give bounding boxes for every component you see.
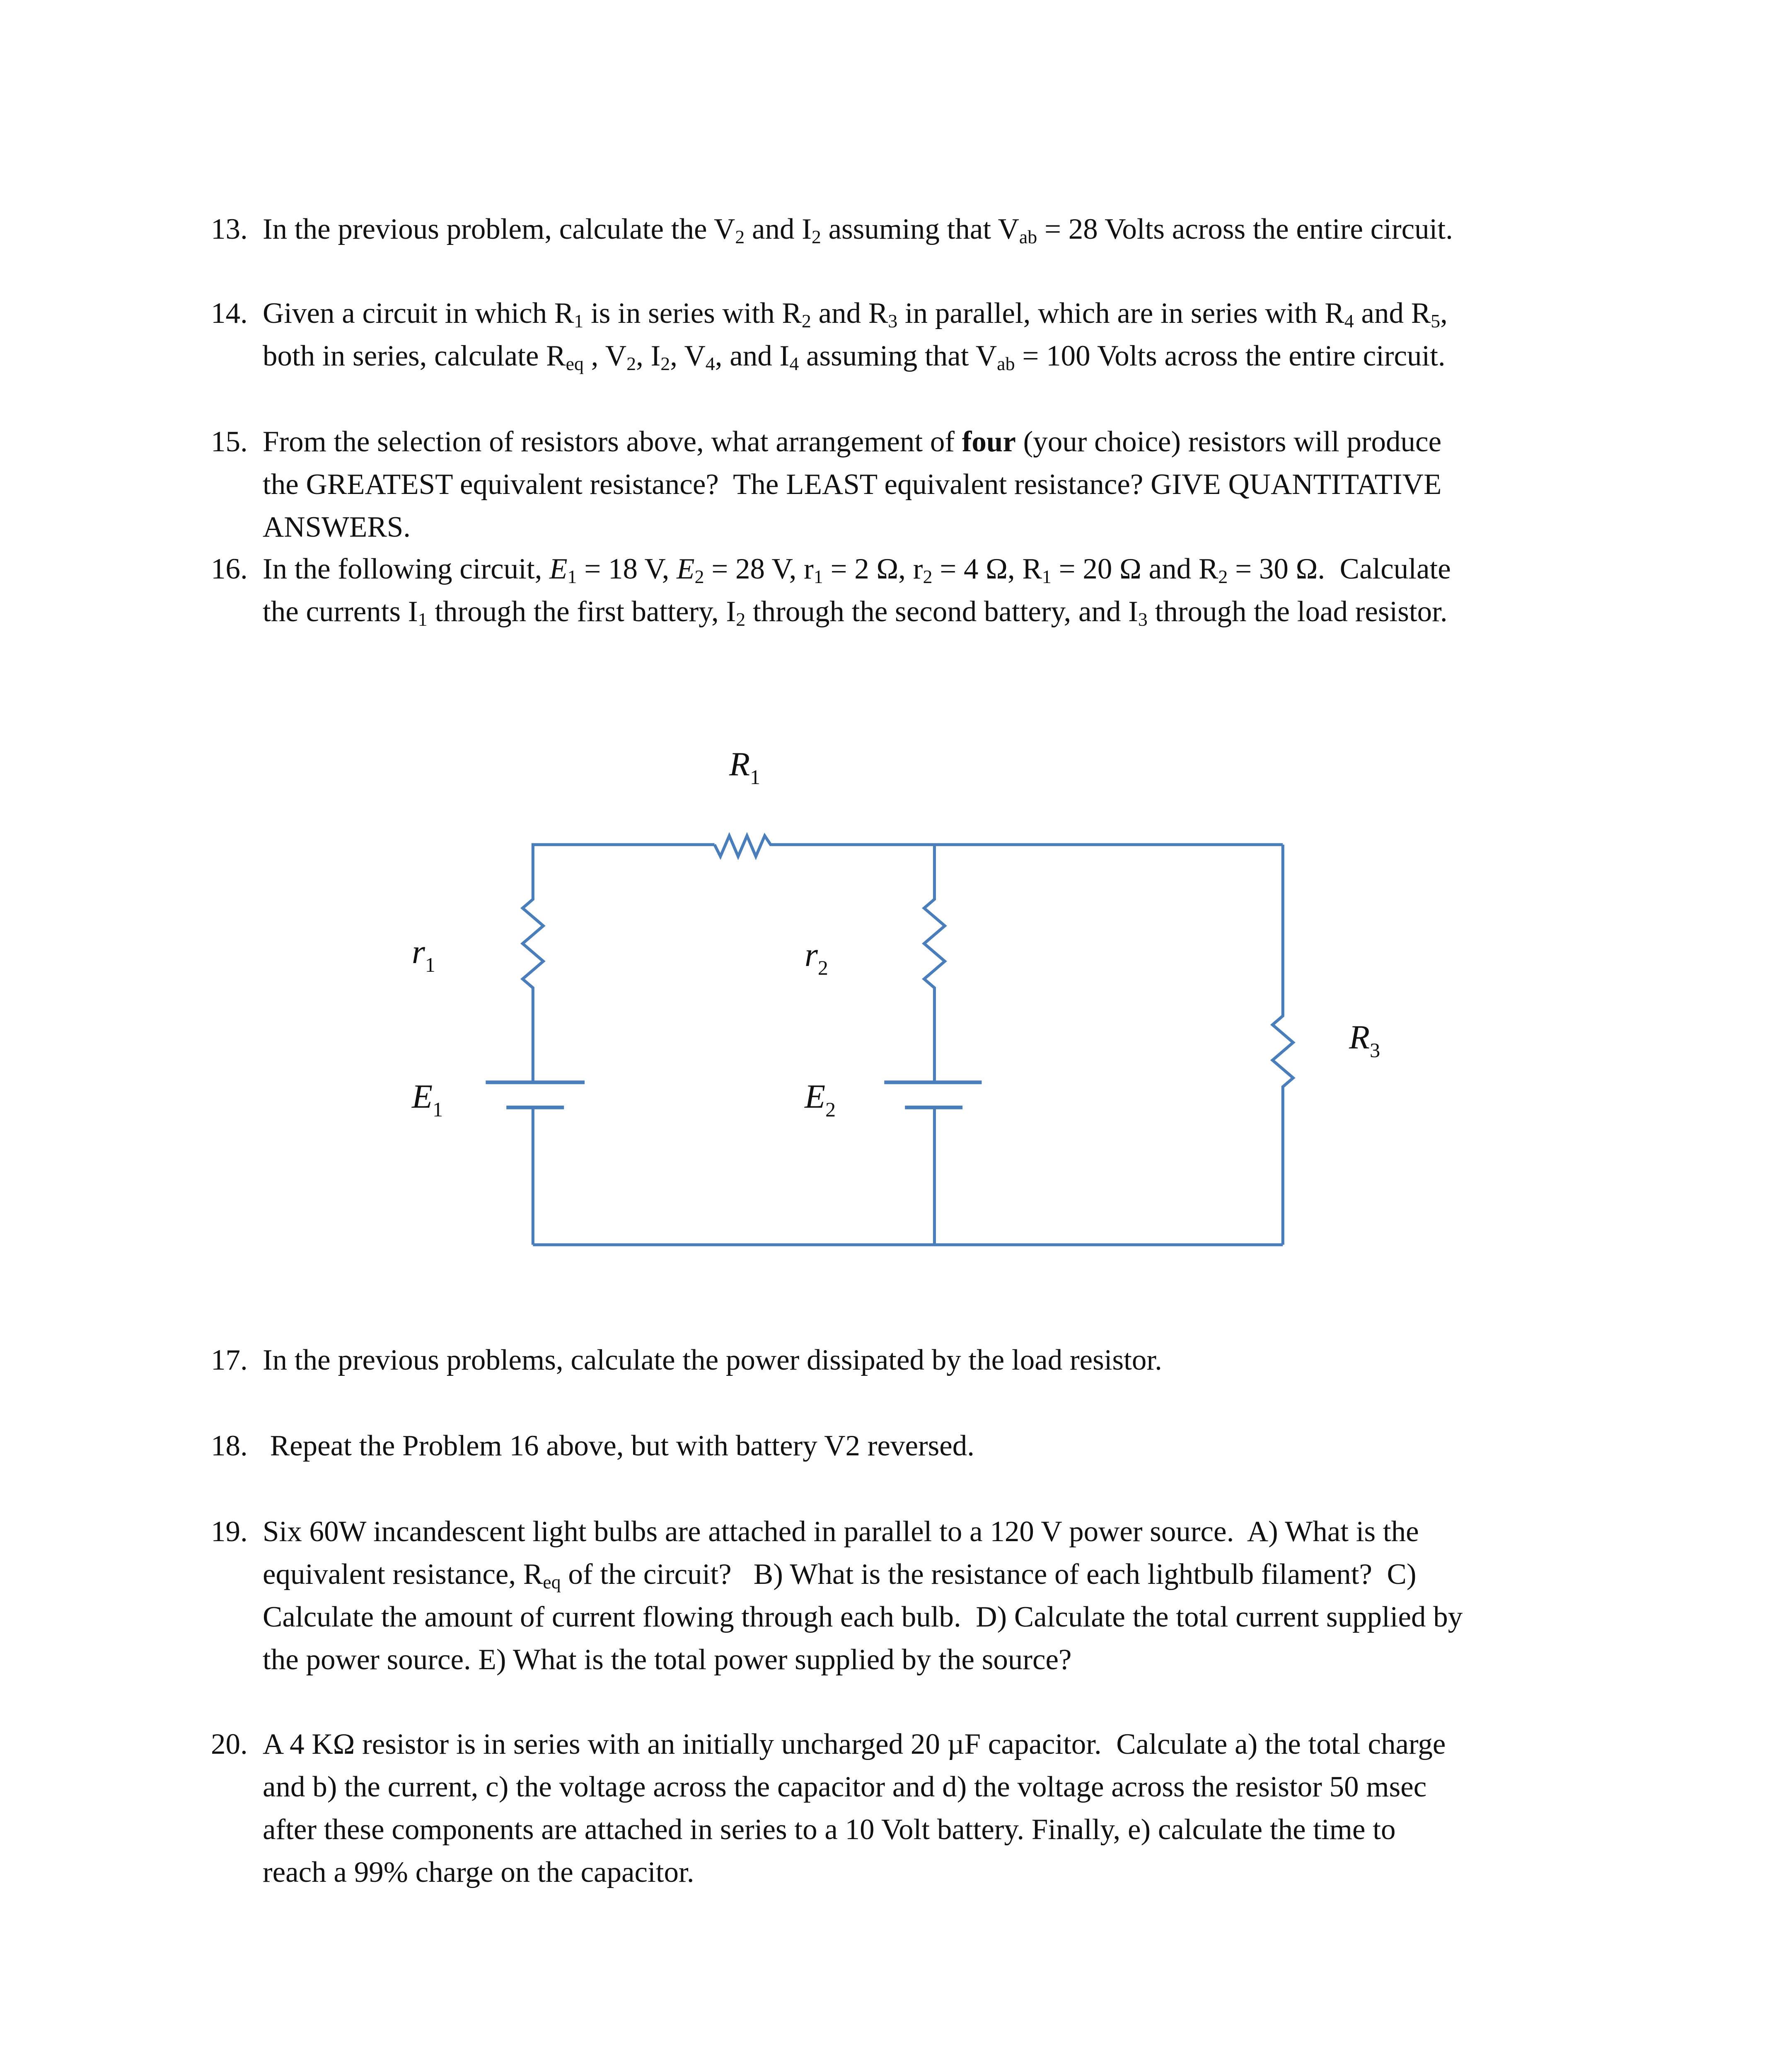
- problem-text: [263, 1339, 1598, 1382]
- text-line: [263, 292, 1598, 335]
- text-segment: through the second battery, and I: [745, 595, 1138, 628]
- text-segment: 2: [626, 353, 636, 374]
- text-segment: in parallel, which are in series with R: [897, 297, 1344, 329]
- problem-15: [211, 421, 1598, 549]
- text-segment: = 100 Volts across the entire circuit.: [1015, 340, 1446, 372]
- text-segment: 1: [1042, 566, 1052, 587]
- label-sub: 2: [817, 956, 828, 979]
- text-segment: From the selection of resistors above, what arrangement of: [263, 426, 962, 458]
- text-segment: , V: [583, 340, 627, 372]
- text-segment: = 28 V, r: [704, 553, 814, 585]
- label-main: R: [729, 745, 750, 783]
- text-segment: = 4 Ω, R: [932, 553, 1042, 585]
- text-segment: 1: [418, 609, 428, 630]
- text-segment: In the following circuit,: [263, 553, 550, 585]
- text-segment: both in series, calculate R: [263, 340, 566, 372]
- text-segment: eq: [543, 1571, 561, 1593]
- text-line: [263, 335, 1598, 378]
- text-segment: 5: [1431, 310, 1441, 332]
- problem-number: 13.: [211, 213, 248, 245]
- label-main: r: [805, 936, 818, 973]
- label-R3: [1349, 1018, 1380, 1062]
- text-segment: assuming that V: [799, 340, 997, 372]
- problem-text: [263, 292, 1598, 378]
- text-segment: A 4 KΩ resistor is in series with an initially uncharged 20 µF capacitor. Calculate a) the total charge: [263, 1728, 1446, 1760]
- text-segment: Repeat the Problem 16 above, but with battery V2 reversed.: [263, 1430, 975, 1462]
- resistor-r2: [924, 845, 945, 1082]
- text-line: [263, 548, 1598, 591]
- problem-17: [211, 1339, 1598, 1382]
- text-segment: , V: [670, 340, 706, 372]
- text-line: [263, 1510, 1598, 1553]
- label-main: R: [1349, 1018, 1370, 1056]
- text-segment: through the first battery, I: [427, 595, 736, 628]
- problem-number: 19.: [211, 1515, 248, 1548]
- text-segment: 2: [1218, 566, 1228, 587]
- text-segment: 2: [735, 226, 745, 247]
- label-main: E: [412, 1077, 433, 1115]
- text-segment: 2: [660, 353, 670, 374]
- text-segment: E: [549, 553, 568, 585]
- text-line: [263, 1808, 1598, 1851]
- problem-text: [263, 1425, 1598, 1467]
- text-segment: 2: [801, 310, 811, 332]
- problem-number: 14.: [211, 297, 248, 329]
- text-segment: 1: [567, 566, 577, 587]
- text-line: [263, 1639, 1598, 1681]
- text-segment: eq: [566, 353, 584, 374]
- text-segment: 4: [789, 353, 799, 374]
- text-segment: equivalent resistance, R: [263, 1558, 543, 1590]
- label-R1: [729, 745, 761, 789]
- label-main: r: [412, 933, 425, 971]
- text-line: [263, 1339, 1598, 1382]
- label-r1: [412, 933, 435, 976]
- problem-number: 17.: [211, 1344, 248, 1376]
- text-segment: (your choice) resistors will produce: [1015, 426, 1442, 458]
- text-segment: In the previous problem, calculate the V: [263, 213, 735, 245]
- text-line: [263, 591, 1598, 633]
- text-segment: Given a circuit in which R: [263, 297, 574, 329]
- text-segment: 3: [888, 310, 898, 332]
- text-line: [263, 1723, 1598, 1766]
- text-segment: 4: [1344, 310, 1354, 332]
- problem-text: [263, 208, 1598, 251]
- text-segment: 2: [694, 566, 704, 587]
- problem-text: [263, 1723, 1598, 1894]
- problem-14: [211, 292, 1598, 378]
- text-segment: and R: [1354, 297, 1431, 329]
- problem-number: 16.: [211, 553, 248, 585]
- text-segment: ,: [1440, 297, 1448, 329]
- text-segment: = 20 Ω and R: [1051, 553, 1218, 585]
- text-segment: = 30 Ω. Calculate: [1228, 553, 1451, 585]
- text-segment: and b) the current, c) the voltage across the capacitor and d) the voltage across the resistor 50 msec: [263, 1771, 1427, 1803]
- problem-text: [263, 421, 1598, 549]
- text-segment: the GREATEST equivalent resistance? The LEAST equivalent resistance? GIVE QUANTITATIVE: [263, 468, 1442, 501]
- label-r2: [805, 936, 828, 979]
- text-segment: Six 60W incandescent light bulbs are attached in parallel to a 120 V power source. A) What is the: [263, 1515, 1419, 1548]
- problem-text: [263, 548, 1598, 633]
- label-sub: 2: [825, 1098, 836, 1121]
- problem-18: [211, 1425, 1598, 1467]
- text-line: [263, 421, 1598, 463]
- text-segment: = 18 V,: [577, 553, 677, 585]
- problem-19: [211, 1510, 1598, 1681]
- text-line: [263, 1766, 1598, 1808]
- text-segment: and R: [811, 297, 888, 329]
- label-sub: 1: [750, 765, 761, 789]
- label-sub: 1: [433, 1098, 443, 1121]
- label-E1: [412, 1077, 443, 1121]
- text-segment: and I: [745, 213, 812, 245]
- text-segment: is in series with R: [583, 297, 802, 329]
- text-segment: ab: [1019, 226, 1037, 247]
- text-segment: E: [677, 553, 695, 585]
- text-segment: = 2 Ω, r: [823, 553, 923, 585]
- text-segment: of the circuit? B) What is the resistance of each lightbulb filament? C): [561, 1558, 1417, 1590]
- label-main: E: [805, 1077, 826, 1115]
- problem-number: 20.: [211, 1728, 248, 1760]
- resistor-R3: [1272, 845, 1293, 1245]
- text-line: [263, 463, 1598, 506]
- label-sub: 1: [425, 953, 435, 976]
- text-segment: through the load resistor.: [1147, 595, 1448, 628]
- text-segment: ab: [997, 353, 1015, 374]
- text-segment: Calculate the amount of current flowing through each bulb. D) Calculate the total current supplied by: [263, 1601, 1463, 1633]
- text-segment: In the previous problems, calculate the power dissipated by the load resistor.: [263, 1344, 1162, 1376]
- text-segment: four: [962, 426, 1016, 458]
- problem-13: [211, 208, 1598, 251]
- text-segment: 3: [1138, 609, 1148, 630]
- text-segment: assuming that V: [821, 213, 1019, 245]
- problem-number: 18.: [211, 1430, 248, 1462]
- text-line: [263, 1553, 1598, 1596]
- resistor-R1: [715, 836, 1283, 857]
- text-segment: 1: [574, 310, 584, 332]
- text-segment: 1: [813, 566, 823, 587]
- text-segment: the currents I: [263, 595, 418, 628]
- label-sub: 3: [1370, 1038, 1380, 1062]
- text-segment: 2: [736, 609, 746, 630]
- text-segment: = 28 Volts across the entire circuit.: [1037, 213, 1453, 245]
- text-segment: 4: [705, 353, 715, 374]
- text-line: [263, 1851, 1598, 1894]
- problem-16: [211, 548, 1598, 633]
- problem-number: 15.: [211, 426, 248, 458]
- text-line: [263, 506, 1598, 549]
- problem-20: [211, 1723, 1598, 1894]
- text-segment: reach a 99% charge on the capacitor.: [263, 1856, 694, 1888]
- text-segment: , I: [636, 340, 661, 372]
- label-E2: [805, 1077, 836, 1121]
- text-segment: after these components are attached in series to a 10 Volt battery. Finally, e) calculate the time to: [263, 1813, 1396, 1846]
- text-segment: ANSWERS.: [263, 511, 411, 543]
- text-line: [263, 1596, 1598, 1639]
- text-segment: 2: [811, 226, 821, 247]
- text-line: [263, 208, 1598, 251]
- circuit-wires: [443, 724, 1358, 1285]
- text-line: [263, 1425, 1598, 1467]
- problem-text: [263, 1510, 1598, 1681]
- text-segment: the power source. E) What is the total power supplied by the source?: [263, 1644, 1072, 1676]
- resistor-r1: [522, 845, 714, 1004]
- text-segment: , and I: [715, 340, 790, 372]
- text-segment: 2: [923, 566, 933, 587]
